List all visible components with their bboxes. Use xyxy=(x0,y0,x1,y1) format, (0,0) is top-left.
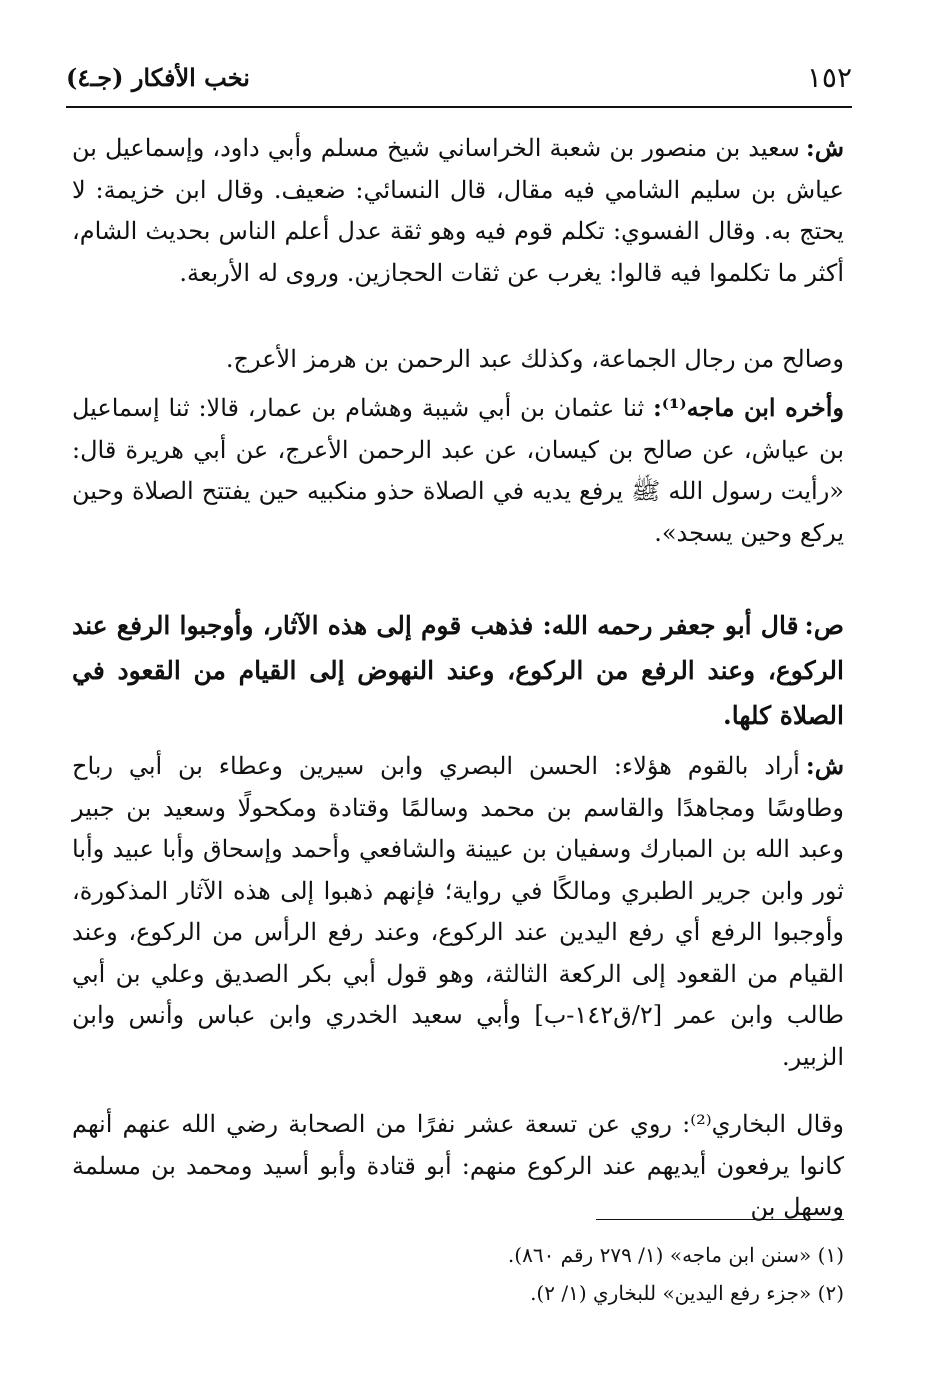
footnote-2: (٢) «جزء رفع اليدين» للبخاري (١/ ٢). xyxy=(530,1281,844,1305)
footnote-rule xyxy=(596,1219,844,1220)
paragraph-matn xyxy=(72,603,844,738)
header-rule xyxy=(66,106,852,108)
paragraph-text: أراد بالقوم هؤلاء: الحسن البصري وابن سيرين وعطاء بن أبي رباح وطاوسًا ومجاهدًا والقاسم بن محمد وسالمًا وقتادة ومكحولًا وسعيد بن جبير وعبد الله بن المبارك وسفيان بن عيينة والشافعي وأحمد وإسحاق وأبا عبيد وأبا ثور وابن جرير الطبري ومالكًا في رواية؛ فإنهم ذهبوا إلى هذه الآثار المذكورة، وأوجبوا الرفع أي رفع اليدين عند الركوع، وعند رفع الرأس من الركوع، وعند القيام من القعود إلى الركعة الثالثة، وهو قول أبي بكر الصديق وعلي بن أبي طالب وابن عمر [٢/ق١٤٢-ب] وأبي سعيد الخدري وابن عباس وأنس وابن الزبير. xyxy=(72,752,844,1071)
paragraph-text: سعيد بن منصور بن شعبة الخراساني شيخ مسلم وأبي داود، وإسماعيل بن عياش بن سليم الشامي فيه مقال، قال النسائي: ضعيف. وقال ابن خزيمة: لا يحتج به. وقال الفسوي: تكلم قوم فيه وهو ثقة عدل أعلم الناس بحديث الشام، أكثر ما تكلموا فيه قالوا: يغرب عن ثقات الحجازين. وروى له الأربعة. xyxy=(72,134,844,287)
page-number: ١٥٢ xyxy=(806,61,852,94)
paragraph-text: قال أبو جعفر رحمه الله: فذهب قوم إلى هذه الآثار، وأوجبوا الرفع عند الركوع، وعند الرفع من الركوع، وعند النهوض إلى القيام من القعود في الصلاة كلها. xyxy=(72,611,844,730)
paragraph-hadith-ibn-majah xyxy=(72,387,844,554)
paragraph-text: وقال البخاري⁽²⁾: روي عن تسعة عشر نفرًا من الصحابة رضي الله عنهم أنهم كانوا يرفعون أيديهم عند الركوع منهم: أبو قتادة وأبو أسيد ومحمد بن مسلمة وسهل بن xyxy=(72,1110,844,1221)
paragraph-narrators xyxy=(72,339,844,381)
matn-marker: ص: xyxy=(804,611,844,640)
footnote-1: (١) «سنن ابن ماجه» (١/ ٢٧٩ رقم ٨٦٠). xyxy=(507,1243,844,1267)
paragraph-bukhari xyxy=(72,1104,844,1229)
sharh-marker: ش: xyxy=(805,133,844,162)
paragraph-text: ثنا عثمان بن أبي شيبة وهشام بن عمار، قالا: ثنا إسماعيل بن عياش، عن صالح بن كيسان، عن عبد الرحمن الأعرج، عن أبي هريرة قال: «رأيت رسول الله ﷺ يرفع يديه في الصلاة حذو منكبيه حين يفتتح الصلاة وحين يركع وحين يسجد». xyxy=(72,394,844,547)
running-title: نخب الأفكار (جـ٤) xyxy=(66,63,250,92)
paragraph-sharh-1 xyxy=(72,127,844,294)
page-header xyxy=(66,58,852,98)
sharh-marker: ش: xyxy=(805,751,844,780)
footnotes xyxy=(300,1236,844,1312)
paragraph-sharh-2 xyxy=(72,745,844,1078)
paragraph-text: وصالح من رجال الجماعة، وكذلك عبد الرحمن بن هرمز الأعرج. xyxy=(225,345,844,373)
hadith-source-lead: وأخره ابن ماجه⁽¹⁾: xyxy=(652,393,845,422)
